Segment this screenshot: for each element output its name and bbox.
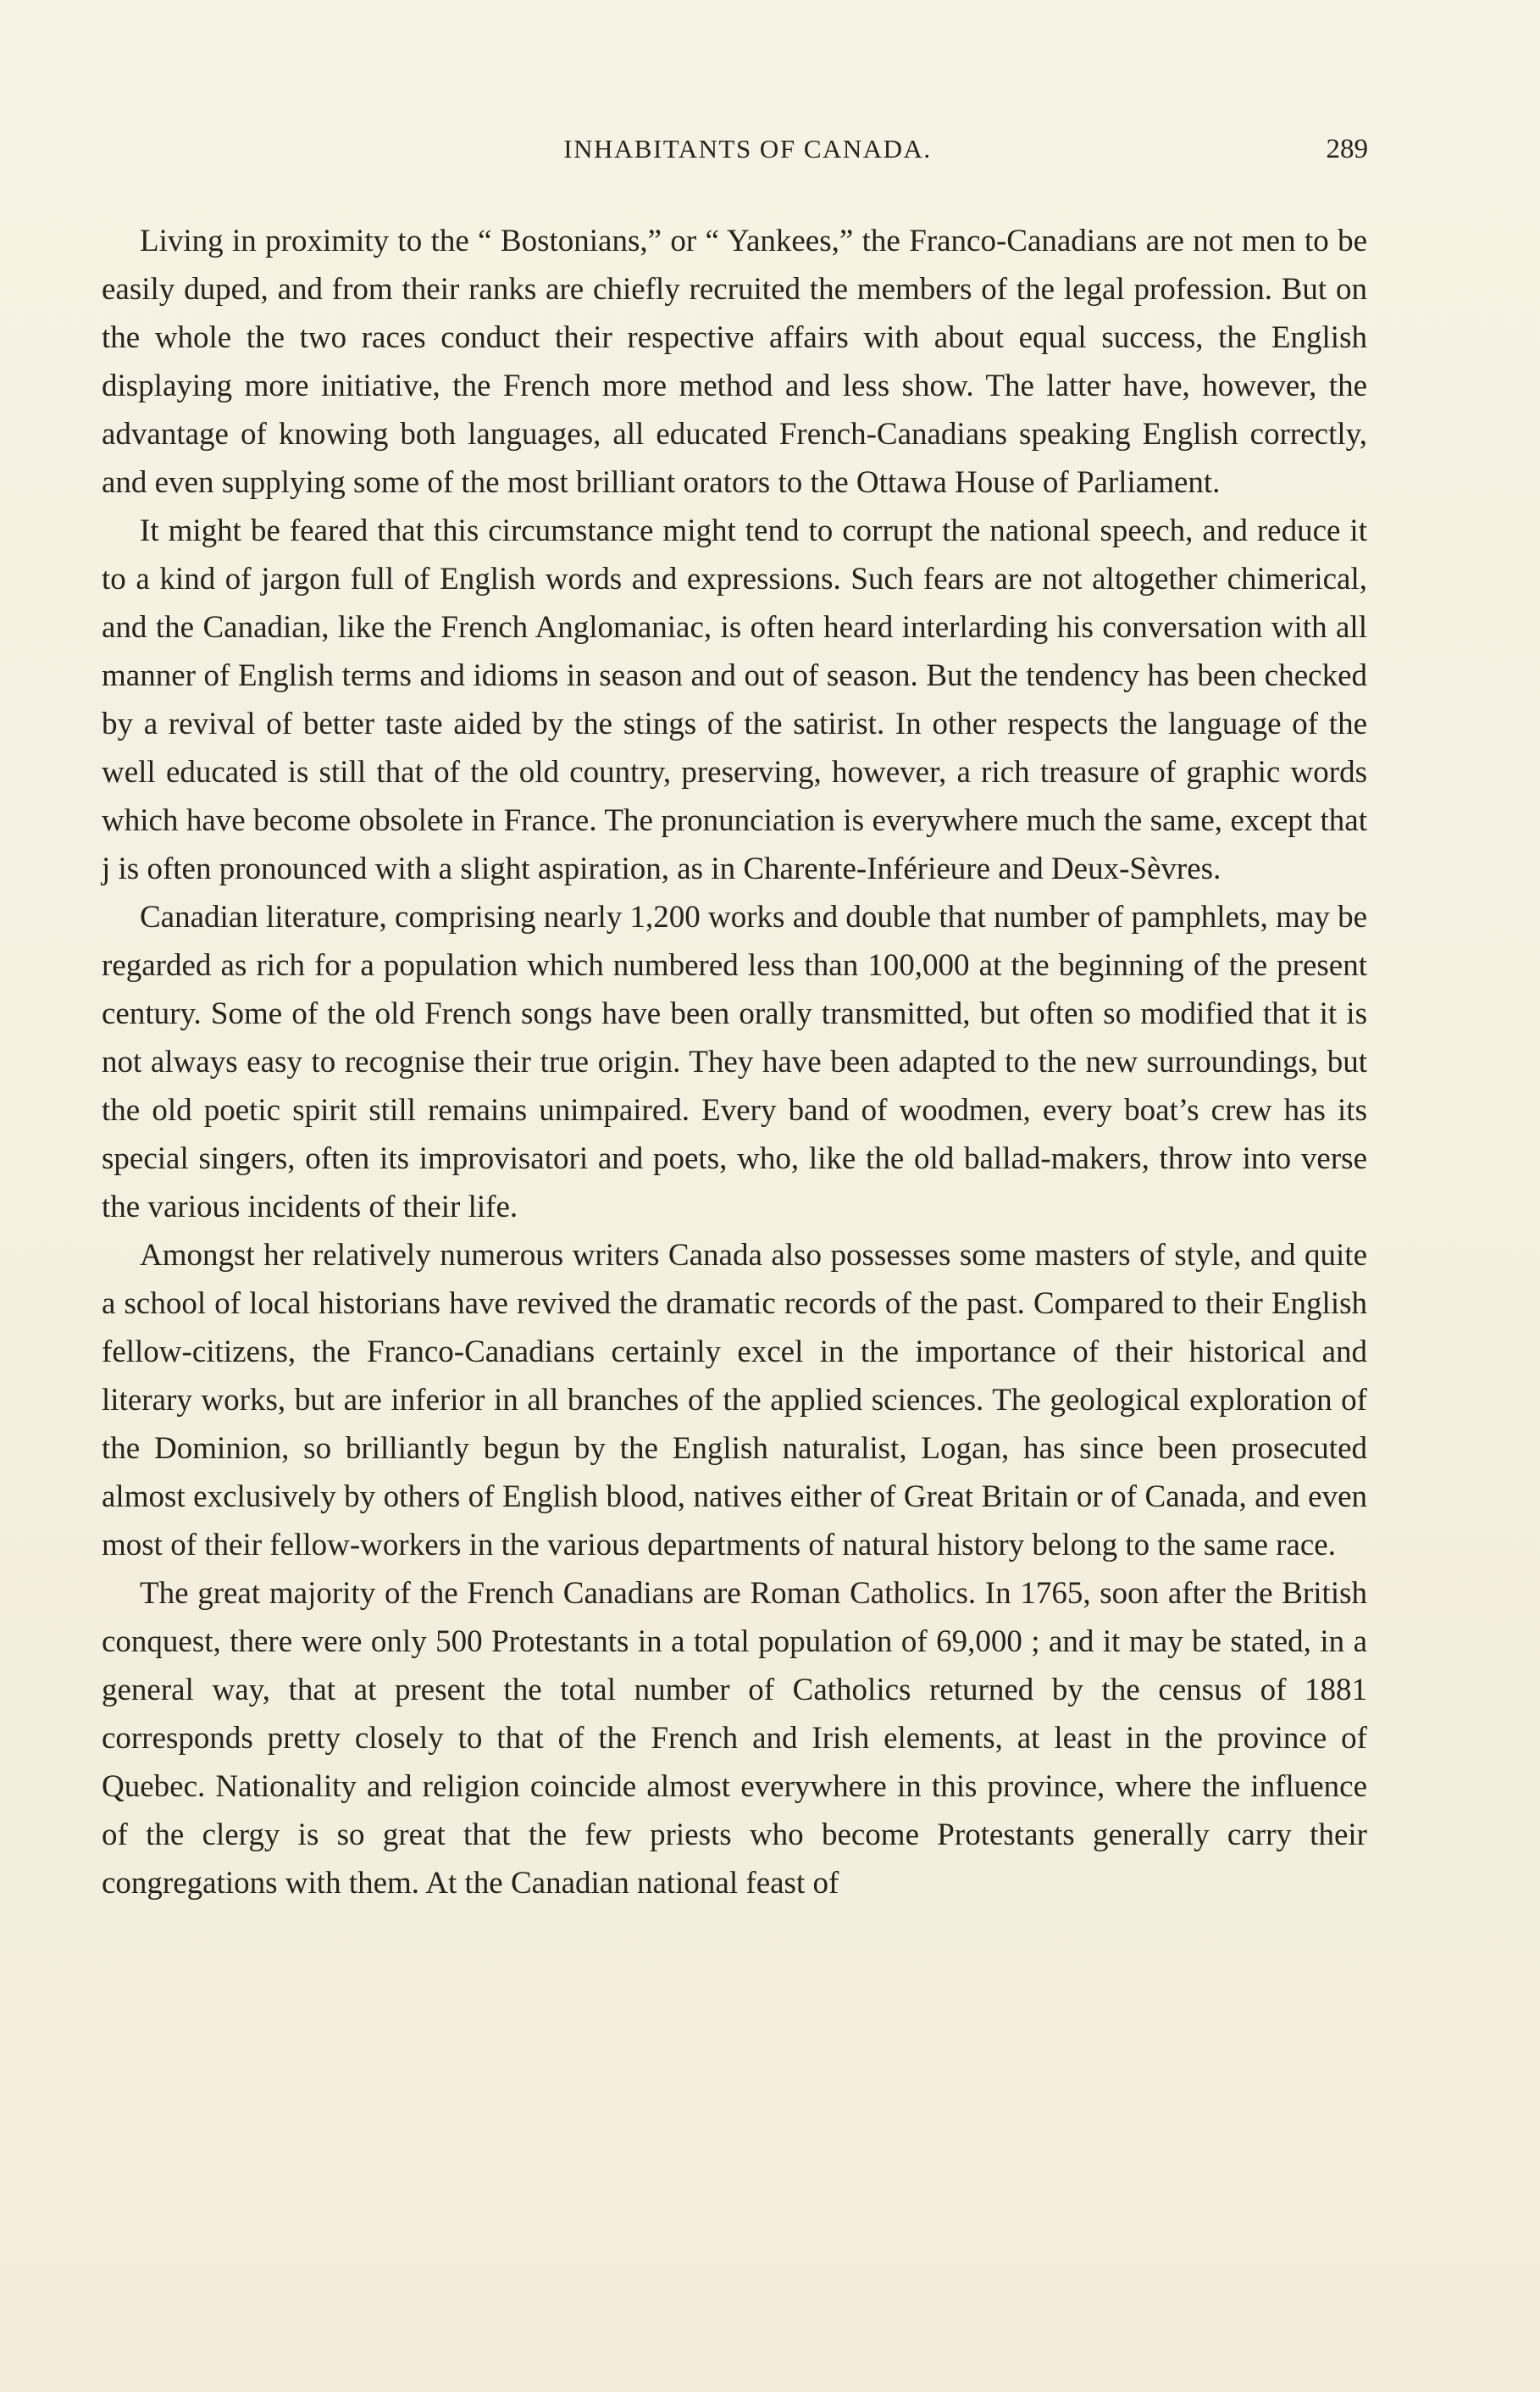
page-number: 289 [1326,134,1368,164]
body-text [102,217,1367,1907]
running-title: INHABITANTS OF CANADA. [563,134,932,164]
paragraph: Amongst her relatively numerous writers Canada also possesses some masters of style, and quite a school of local historians have revived the dramatic records of the past. Compared to their English fellow-citizens, the Franco-Canadians certainly excel in the importance of their historical and literary works, but are inferior in all branches of the applied sciences. The geological exploration of the Dominion, so brilliantly begun by the English naturalist, Logan, has since been prosecuted almost exclusively by others of English blood, natives either of Great Britain or of Canada, and even most of their fellow-workers in the various departments of natural history belong to the same race. [102,1238,1367,1562]
paragraph: Living in proximity to the “ Bostonians,” or “ Yankees,” the Franco-Canadians are not men to be easily duped, and from their ranks are chiefly recruited the members of the legal profession. But on the whole the two races conduct their respective affairs with about equal success, the English displaying more initiative, the French more method and less show. The latter have, however, the advantage of knowing both languages, all educated French-Canadians speaking English correctly, and even supplying some of the most brilliant orators to the Ottawa House of Parliament. [102,224,1367,500]
running-head [127,134,1368,178]
paragraph: It might be feared that this circumstance might tend to corrupt the national speech, and reduce it to a kind of jargon full of English words and expressions. Such fears are not altogether chimerical, and the Canadian, like the French Anglomaniac, is often heard interlarding his conversation with all manner of English terms and idioms in season and out of season. But the tendency has been checked by a revival of better taste aided by the stings of the satirist. In other respects the language of the well educated is still that of the old country, preserving, however, a rich treasure of graphic words which have become obsolete in France. The pronunciation is everywhere much the same, except that j is often pronounced with a slight aspiration, as in Charente-Inférieure and Deux-Sèvres. [102,513,1367,886]
paragraph: Canadian literature, comprising nearly 1,200 works and double that number of pamphlets, may be regarded as rich for a population which numbered less than 100,000 at the beginning of the present century. Some of the old French songs have been orally transmitted, but often so modified that it is not always easy to recognise their true origin. They have been adapted to the new surroundings, but the old poetic spirit still remains unimpaired. Every band of woodmen, every boat’s crew has its special singers, often its improvisatori and poets, who, like the old ballad-makers, throw into verse the various incidents of their life. [102,900,1367,1224]
paragraph: The great majority of the French Canadians are Roman Catholics. In 1765, soon after the British conquest, there were only 500 Protestants in a total population of 69,000 ; and it may be stated, in a general way, that at present the total number of Catholics returned by the census of 1881 corresponds pretty closely to that of the French and Irish elements, at least in the province of Quebec. Nationality and religion coincide almost everywhere in this province, where the influence of the clergy is so great that the few priests who become Protestants generally carry their congregations with them. At the Canadian national feast of [102,1576,1367,1901]
